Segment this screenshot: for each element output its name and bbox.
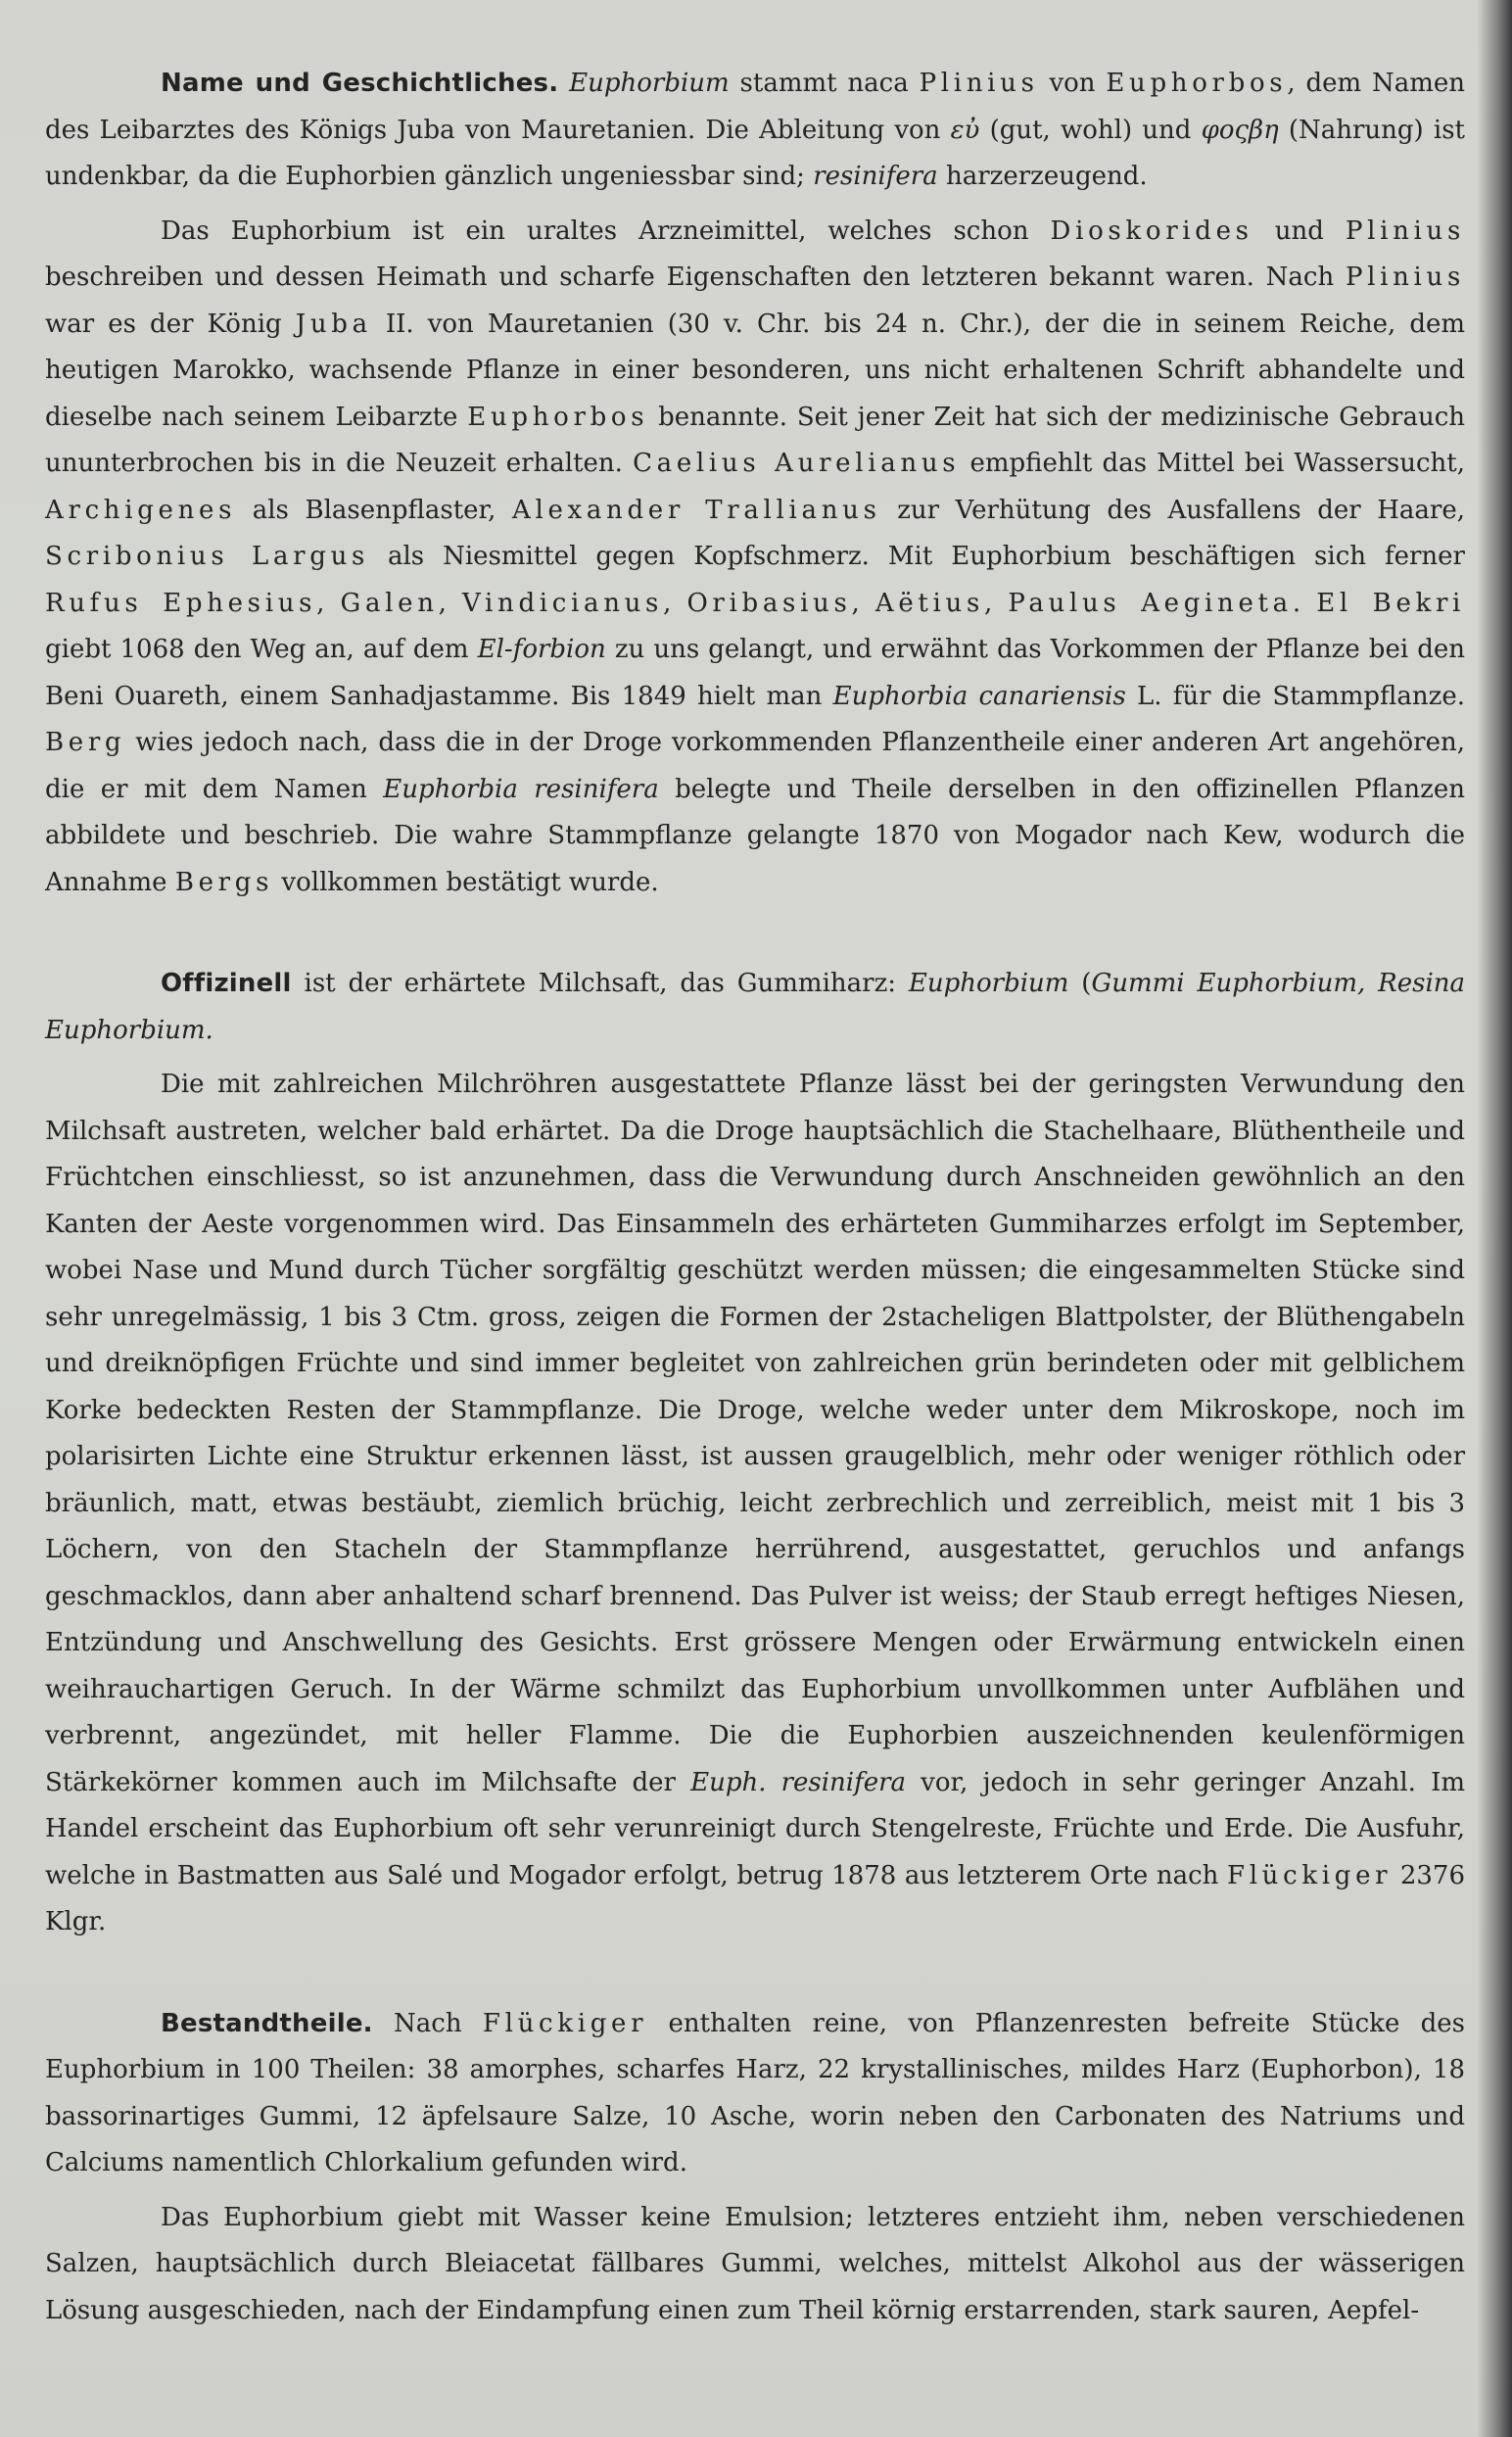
text-run: Die mit zahlreichen Milchröhren ausgestattete Pflanze lässt bei der geringsten Verwundung den Milchsaft austreten, welcher bald erhärtet. Da die Droge hauptsächlich die Stachelhaare, Blüthentheile und Früchtchen einschliesst, so ist anzunehmen, dass die Verwundung durch Anschneiden gewöhnlich an den Kanten der Aeste vorgenommen wird. Das Einsammeln des erhärteten Gummiharzes erfolgt im September, wobei Nase und Mund durch Tücher sorgfältig geschützt werden müssen; die eingesammelten Stücke sind sehr unregelmässig, 1 bis 3 Ctm. gross, zeigen die Formen der 2stacheligen Blattpolster, der Blüthengabeln und dreiknöpfigen Früchte und sind immer begleitet von zahlreichen grün berindeten oder mit gelblichem Korke bedeckten Resten der Stammpflanze. Die Droge, welche weder unter dem Mikroskope, noch im polarisirten Lichte eine Struktur erkennen lässt, ist aussen graugelblich, mehr oder weniger röthlich oder bräunlich, matt, etwas bestäubt, ziemlich brüchig, leicht zerbrechlich und zerreiblich, meist mit 1 bis 3 Löchern, von den Stacheln der Stammpflanze herrührend, ausgestattet, geruchlos und anfangs geschmacklos, dann aber anhaltend scharf brennend. Das Pulver ist weiss; der Staub erregt heftiges Niesen, Entzündung und Anschwellung des Gesichts. Erst grössere Mengen oder Erwärmung entwickeln einen weihrauchartigen Geruch. In der Wärme schmilzt das Euphorbium unvollkommen unter Aufblähen und verbrennt, angezündet, mit heller Flamme. Die die Euphorbien auszeichnenden keulenförmigen Stärkekörner kommen auch im Milchsafte der <box>45 1070 1465 1797</box>
text-run: wies jedoch nach, dass die in der Droge vorkommenden Pflanzentheile einer anderen Art angehören, die er mit dem Namen <box>45 728 1465 804</box>
text-run <box>558 69 569 98</box>
spaced-name: Scribonius Largus <box>45 542 370 571</box>
section-heading: Bestandtheile. <box>161 2008 373 2038</box>
spaced-name: Plinius <box>919 69 1039 98</box>
paragraph-gap <box>45 201 1465 209</box>
text-run: vor, jedoch in sehr geringer Anzahl. Im Handel erscheint das Euphorbium oft sehr verunreinigt durch Stengelreste, Früchte und Erde. Die Ausfuhr, welche in Bastmatten aus Salé und Mogador erfolgt, betrug 1878 aus letzterem Orte nach <box>45 1767 1465 1890</box>
book-spine-shadow <box>1477 0 1512 2437</box>
spaced-name: Flückiger <box>482 2008 648 2038</box>
text-run: , <box>316 588 341 618</box>
text-run: II. von Mauretanien (30 v. Chr. bis 24 n. Chr.), der die in seinem Reiche, dem heutigen Marokko, wachsende Pflanze in einer besonderen, uns nicht erhaltenen Schrift abhandelte und dieselbe nach seinem Leibarzte <box>45 309 1465 432</box>
text-run: (gut, wohl) und <box>979 115 1202 145</box>
spaced-name: El Bekri <box>1316 588 1466 618</box>
text-run: empfiehlt das Mittel bei Wassersucht, <box>960 449 1466 478</box>
page-text-body <box>45 61 1465 2334</box>
italic-term: resinifera <box>813 162 938 191</box>
text-run: . <box>1292 588 1317 618</box>
spaced-name: Bergs <box>174 867 274 897</box>
paragraph-gap <box>45 1946 1465 2001</box>
spaced-name: Plinius <box>1345 263 1465 292</box>
text-run: und <box>1252 215 1346 246</box>
italic-term: Euphorbium <box>908 969 1069 998</box>
text-run: als Niesmittel gegen Kopfschmerz. Mit Euphorbium beschäftigen sich ferner <box>369 542 1465 571</box>
text-run: beschreiben und dessen Heimath und scharfe Eigenschaften den letzteren bekannt waren. Nach <box>45 263 1346 292</box>
spaced-name: Alexander Trallianus <box>512 495 881 525</box>
text-run: , <box>984 588 1009 618</box>
text-run: Das Euphorbium giebt mit Wasser keine Emulsion; letzteres entzieht ihm, neben verschiedenen Salzen, hauptsächlich durch Bleiacetat fällbares Gummi, welches, mittelst Alkohol aus der wässerigen Lösung ausgeschieden, nach der Eindampfung einen zum Theil körnig erstarrenden, stark sauren, Aepfel- <box>45 2202 1465 2325</box>
italic-term: Gummi Euphorbium, Resina Euphorbium. <box>45 969 1466 1045</box>
spaced-name: Archigenes <box>45 495 237 525</box>
spaced-name: Euphorbos <box>1106 69 1288 98</box>
text-run: ist der erhärtete Milchsaft, das Gummiharz: <box>291 969 909 998</box>
text-run: Das Euphorbium ist ein uraltes Arzneimittel, welches schon <box>161 215 1051 246</box>
spaced-name: Euphorbos <box>467 402 649 432</box>
italic-term: Euphorbium <box>569 69 730 98</box>
spaced-name: Galen <box>340 588 439 618</box>
text-run: , <box>438 588 463 618</box>
italic-term: Euphorbia resinifera <box>383 774 659 804</box>
spaced-name: Flückiger <box>1226 1860 1393 1890</box>
spaced-name: Aëtius <box>874 588 984 618</box>
text-run: benannte. Seit jener Zeit hat sich der medizinische Gebrauch ununterbrochen bis in die Neuzeit erhalten. <box>45 402 1465 478</box>
spaced-name: Caelius Aurelianus <box>633 449 961 478</box>
spaced-name: Vindicianus <box>462 588 664 618</box>
text-run: (Nahrung) ist undenkbar, da die Euphorbien gänzlich ungeniessbar sind; <box>45 115 1465 191</box>
paragraph <box>45 209 1465 907</box>
text-run: giebt 1068 den Weg an, auf dem <box>45 635 478 664</box>
text-run: vollkommen bestätigt wurde. <box>273 867 659 897</box>
text-run: , <box>851 588 875 618</box>
text-run: enthalten reine, von Pflanzenresten befreite Stücke des Euphorbium in 100 Theilen: 38 amorphes, scharfes Harz, 22 krystallinisches, mildes Harz (Euphorbon), 18 bassorinartiges Gummi, 12 äpfelsaure Salze, 10 Asche, worin neben den Carbonaten des Natriums und Calciums namentlich Chlorkalium gefunden wird. <box>45 2008 1466 2177</box>
paragraph <box>45 61 1465 201</box>
paragraph-gap <box>45 1054 1465 1062</box>
text-run: stammt naca <box>729 69 920 98</box>
italic-term: εὐ <box>950 115 980 145</box>
spaced-name: Oribasius <box>686 588 852 618</box>
paragraph <box>45 961 1465 1054</box>
paragraph <box>45 2195 1465 2335</box>
text-run: harzerzeugend. <box>937 162 1148 191</box>
italic-term: Euphorbia canariensis <box>832 681 1126 711</box>
spaced-name: Dioskorides <box>1050 215 1253 246</box>
text-run: , dem Namen des Leibarztes des Königs Juba von Mauretanien. Die Ableitung von <box>45 69 1466 145</box>
paragraph-gap <box>45 906 1465 961</box>
paragraph <box>45 1062 1465 1946</box>
text-run: von <box>1038 69 1107 98</box>
text-run: , <box>663 588 687 618</box>
spaced-name: Berg <box>45 728 126 757</box>
paragraph-gap <box>45 2187 1465 2195</box>
text-run: L. für die Stammpflanze. <box>1125 681 1465 711</box>
spaced-name: Juba <box>295 309 372 339</box>
text-run: 2376 Klgr. <box>45 1860 1465 1936</box>
section-heading: Name und Geschichtliches. <box>161 69 559 98</box>
italic-term: El-forbion <box>477 635 606 664</box>
spaced-name: Paulus Aegineta <box>1008 588 1293 618</box>
text-run: zur Verhütung des Ausfallens der Haare, <box>880 495 1466 525</box>
text-run: belegte und Theile derselben in den offizinellen Pflanzen abbildete und beschrieb. Die wahre Stammpflanze gelangte 1870 von Mogador nach Kew, wodurch die Annahme <box>45 774 1465 897</box>
text-run: als Blasenpflaster, <box>236 495 512 525</box>
text-run: ( <box>1068 969 1092 998</box>
spaced-name: Plinius <box>1345 215 1465 246</box>
text-run: war es der König <box>45 309 296 339</box>
italic-term: Euph. resinifera <box>690 1767 907 1797</box>
text-run: Nach <box>372 2008 483 2038</box>
spaced-name: Rufus Ephesius <box>45 588 317 618</box>
italic-term: φοςβη <box>1201 115 1279 145</box>
text-run: zu uns gelangt, und erwähnt das Vorkommen der Pflanze bei den Beni Ouareth, einem Sanhadjastamme. Bis 1849 hielt man <box>45 635 1465 711</box>
paragraph <box>45 2001 1465 2187</box>
section-heading: Offizinell <box>161 969 292 998</box>
